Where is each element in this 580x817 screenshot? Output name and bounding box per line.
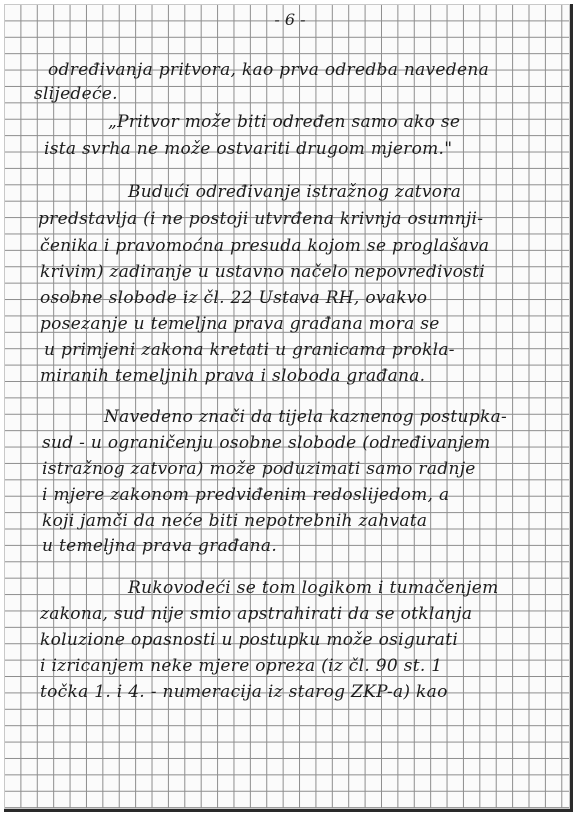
handwritten-line: sud - u ograničenju osobne slobode (određivanjem [42,433,491,453]
handwritten-line: i mjere zakonom predviđenim redoslijedom, a [42,485,450,505]
handwritten-line: krivim) zadiranje u ustavno načelo nepovredivosti [40,262,486,282]
handwritten-line: slijedeće. [34,84,118,104]
handwritten-line: određivanja pritvora, kao prva odredba navedena [48,60,490,80]
handwritten-line: zakona, sud nije smio apstrahirati da se otklanja [40,604,473,624]
handwritten-line: Budući određivanje istražnog zatvora [128,182,462,202]
handwritten-line: koji jamči da neće biti nepotrebnih zahvata [42,511,428,531]
handwritten-line: istražnog zatvora) može poduzimati samo radnje [42,459,476,479]
handwritten-line: točka 1. i 4. - numeracija iz starog ZKP-a) kao [40,682,448,702]
handwritten-line: i izricanjem neke mjere opreza (iz čl. 90 st. 1 [40,656,443,676]
handwritten-line: Navedeno znači da tijela kaznenog postupka- [104,407,508,427]
handwritten-line: u temeljna prava građana. [42,536,278,556]
handwritten-line: osobne slobode iz čl. 22 Ustava RH, ovakvo [40,288,428,308]
handwritten-line: Rukovodeći se tom logikom i tumačenjem [128,578,499,598]
handwritten-line: „Pritvor može biti određen samo ako se [108,112,461,132]
handwritten-line: predstavlja (i ne postoji utvrđena krivnja osumnji- [38,209,484,229]
handwritten-line: miranih temeljnih prava i sloboda građana. [40,366,426,386]
handwritten-line: čenika i pravomoćna presuda kojom se proglašava [40,236,490,256]
handwritten-line: koluzione opasnosti u postupku može osigurati [40,630,459,650]
handwritten-line: u primjeni zakona kretati u granicama prokla- [44,340,455,360]
handwritten-line: posezanje u temeljna prava građana mora se [40,314,440,334]
page-number: - 6 - [274,10,306,29]
handwritten-line: ista svrha ne može ostvariti drugom mjerom." [44,139,453,159]
